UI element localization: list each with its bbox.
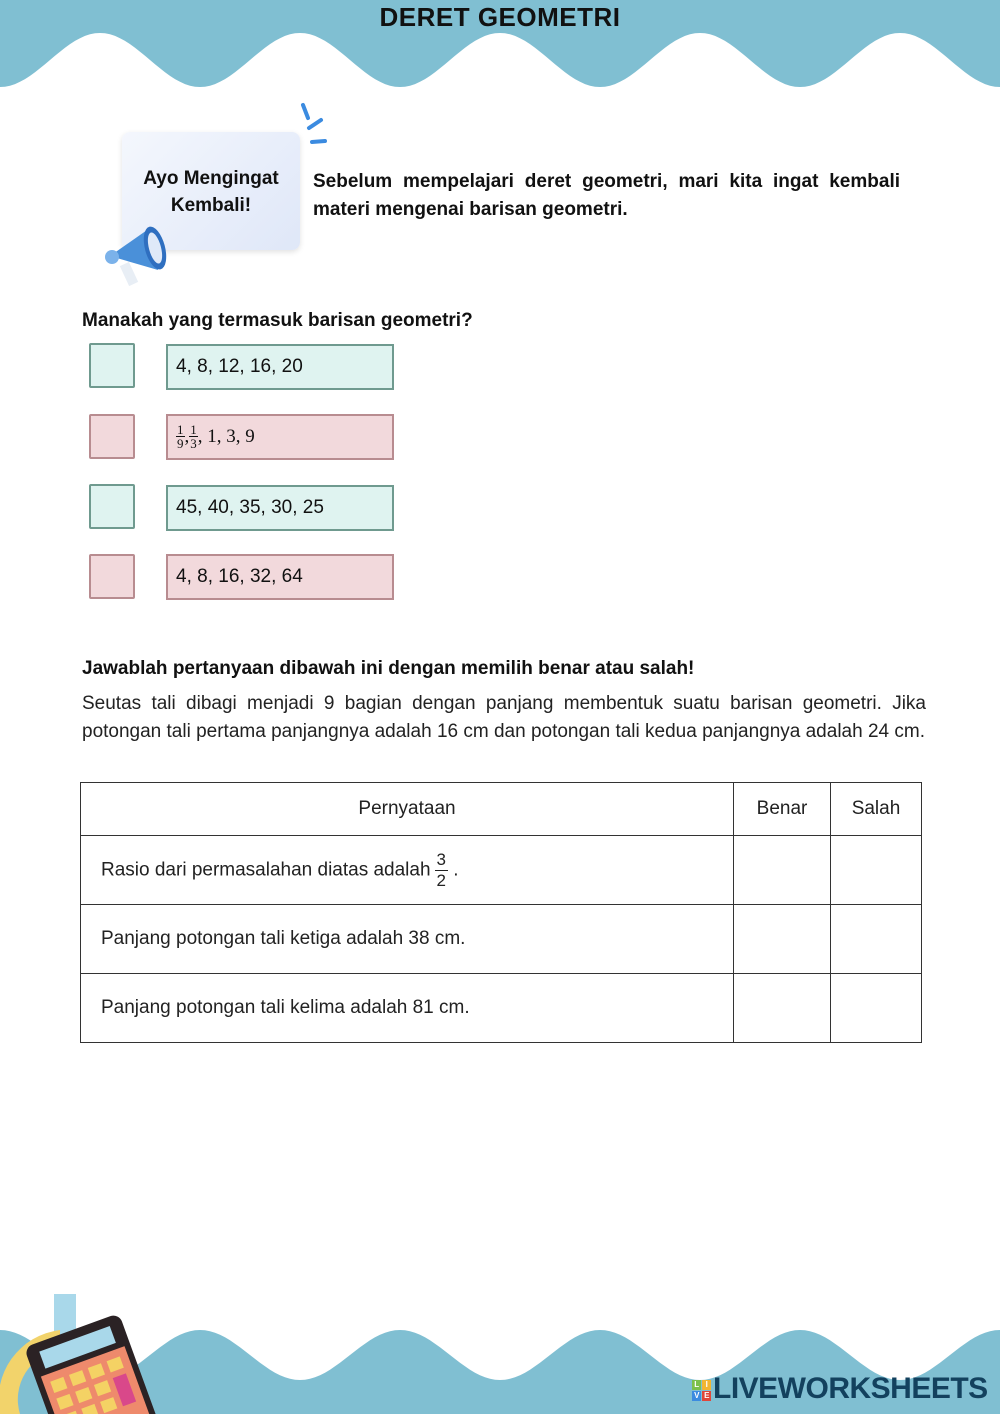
card-line-2: Kembali! bbox=[170, 195, 252, 216]
frac-num: 1 bbox=[190, 422, 197, 438]
table-row bbox=[81, 836, 922, 905]
option-4-checkbox[interactable] bbox=[89, 554, 135, 599]
table-row bbox=[81, 905, 922, 974]
question-2-prompt: Jawablah pertanyaan dibawah ini dengan memilih benar atau salah! bbox=[82, 658, 695, 679]
logo-mark-icon bbox=[692, 1380, 711, 1401]
question-1-prompt: Manakah yang termasuk barisan geometri? bbox=[82, 310, 473, 331]
option-2-label[interactable]: $\frac{1}{9}$ , $\frac{1}{3}$ , 1, 3, 9 bbox=[166, 414, 394, 460]
fraction-one-third bbox=[189, 423, 198, 450]
option-1-checkbox[interactable] bbox=[89, 343, 135, 388]
logo-letter: E bbox=[702, 1391, 711, 1401]
intro-text: Sebelum mempelajari deret geometri, mari kita ingat kembali materi mengenai barisan geometri. bbox=[313, 171, 900, 220]
header-true: Benar bbox=[734, 783, 831, 836]
option-3-label[interactable]: 45, 40, 35, 30, 25 bbox=[166, 485, 394, 531]
card-line-1: Ayo Mengingat bbox=[143, 168, 279, 189]
true-answer-cell[interactable] bbox=[734, 905, 831, 974]
option-4-label[interactable]: 4, 8, 16, 32, 64 bbox=[166, 554, 394, 600]
logo-text: LIVEWORKSHEETS bbox=[713, 1372, 988, 1405]
header-statement: Pernyataan bbox=[81, 783, 734, 836]
false-answer-cell[interactable] bbox=[831, 905, 922, 974]
megaphone-icon bbox=[100, 208, 180, 290]
sparkle-icon bbox=[295, 100, 335, 150]
statement-suffix: . bbox=[453, 859, 459, 881]
option-3-checkbox[interactable] bbox=[89, 484, 135, 529]
logo-letter: I bbox=[702, 1380, 711, 1390]
fraction-three-halves bbox=[435, 850, 448, 891]
problem-paragraph: Seutas tali dibagi menjadi 9 bagian dengan panjang membentuk suatu barisan geometri. Jika potongan tali pertama panjangnya adalah 16 cm dan potongan tali kedua panjangnya adalah 24 cm. bbox=[82, 693, 926, 742]
header-false: Salah bbox=[831, 783, 922, 836]
frac-num: 1 bbox=[177, 422, 184, 438]
true-answer-cell[interactable] bbox=[734, 836, 831, 905]
fraction-one-ninth bbox=[176, 423, 185, 450]
page-title: DERET GEOMETRI bbox=[379, 2, 621, 32]
true-false-table bbox=[80, 782, 922, 1043]
statement-cell bbox=[81, 836, 734, 905]
frac-den: 9 bbox=[177, 436, 184, 452]
statement-cell: Panjang potongan tali ketiga adalah 38 cm. bbox=[81, 905, 734, 974]
frac-den: 3 bbox=[190, 436, 197, 452]
liveworksheets-logo bbox=[692, 1372, 988, 1406]
logo-letter: V bbox=[692, 1391, 701, 1401]
logo-letter: L bbox=[692, 1380, 701, 1390]
table-row bbox=[81, 974, 922, 1043]
option-2-checkbox[interactable] bbox=[89, 414, 135, 459]
statement-cell: Panjang potongan tali kelima adalah 81 cm. bbox=[81, 974, 734, 1043]
frac-den: 2 bbox=[436, 870, 447, 890]
table-header-row bbox=[81, 783, 922, 836]
true-answer-cell[interactable] bbox=[734, 974, 831, 1043]
statement-text: Rasio dari permasalahan diatas adalah bbox=[101, 859, 431, 881]
false-answer-cell[interactable] bbox=[831, 974, 922, 1043]
frac-num: 3 bbox=[436, 849, 447, 869]
sequence-rest: 1, 3, 9 bbox=[207, 426, 255, 447]
option-1-label[interactable]: 4, 8, 12, 16, 20 bbox=[166, 344, 394, 390]
calculator-ruler-illustration bbox=[0, 1290, 170, 1414]
false-answer-cell[interactable] bbox=[831, 836, 922, 905]
